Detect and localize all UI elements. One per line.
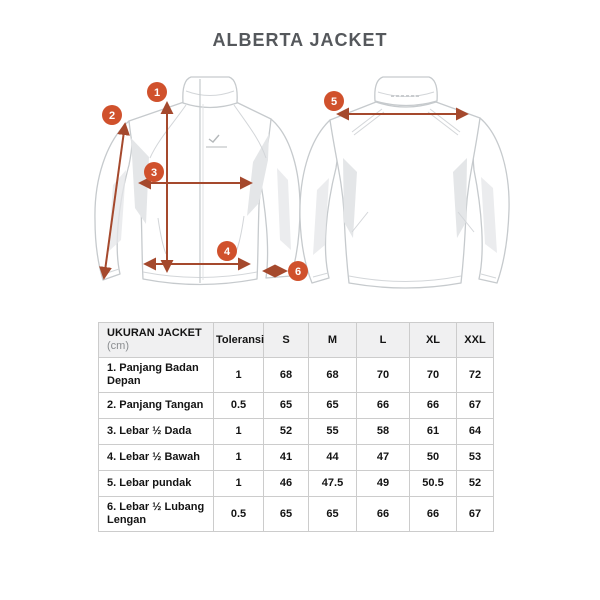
measurement-value: 47	[357, 445, 410, 471]
header-ukuran-jacket	[99, 323, 214, 358]
header-unit: (cm)	[107, 340, 129, 352]
header-size-m: M	[309, 323, 357, 358]
measurement-value: 0.5	[214, 497, 264, 532]
measurement-value: 65	[309, 497, 357, 532]
size-table	[98, 322, 494, 532]
measurement-value: 70	[357, 358, 410, 393]
measurement-value: 66	[357, 393, 410, 419]
badge-number: 5	[330, 96, 338, 108]
header-size-s: S	[264, 323, 309, 358]
measurement-value: 50	[410, 445, 457, 471]
measurement-value: 55	[309, 419, 357, 445]
measure-badge-4	[217, 241, 237, 261]
measurement-label: 3. Lebar ½ Dada	[99, 419, 214, 445]
measurement-value: 66	[410, 497, 457, 532]
measurement-value: 46	[264, 471, 309, 497]
measurement-value: 1	[214, 419, 264, 445]
measurement-value: 44	[309, 445, 357, 471]
measurement-value: 65	[264, 497, 309, 532]
table-row	[99, 445, 494, 471]
header-size-toleransi: Toleransi	[214, 323, 264, 358]
measurement-value: 1	[214, 358, 264, 393]
table-row	[99, 419, 494, 445]
measurement-value: 50.5	[410, 471, 457, 497]
measurement-label: 5. Lebar pundak	[99, 471, 214, 497]
measurement-value: 1	[214, 471, 264, 497]
measurement-value: 52	[457, 471, 494, 497]
measurement-value: 72	[457, 358, 494, 393]
measure-badge-3	[144, 162, 164, 182]
measurement-label: 6. Lebar ½ Lubang Lengan	[99, 497, 214, 532]
page-title: ALBERTA JACKET	[212, 30, 388, 50]
measurement-value: 41	[264, 445, 309, 471]
measurement-value: 66	[410, 393, 457, 419]
jacket-front-illustration	[95, 77, 300, 285]
measure-badge-6	[288, 261, 308, 281]
measurement-value: 65	[309, 393, 357, 419]
measurement-label: 4. Lebar ½ Bawah	[99, 445, 214, 471]
measurement-value: 68	[264, 358, 309, 393]
measurement-label: 1. Panjang Badan Depan	[99, 358, 214, 393]
measurement-value: 65	[264, 393, 309, 419]
measurement-value: 70	[410, 358, 457, 393]
measure-badge-5	[324, 91, 344, 111]
header-size-xxl: XXL	[457, 323, 494, 358]
measurement-value: 68	[309, 358, 357, 393]
header-size-l: L	[357, 323, 410, 358]
measurement-value: 0.5	[214, 393, 264, 419]
measurement-value: 1	[214, 445, 264, 471]
measurement-value: 64	[457, 419, 494, 445]
badge-number: 4	[223, 246, 231, 258]
measurement-value: 61	[410, 419, 457, 445]
measurement-value: 47.5	[309, 471, 357, 497]
badge-number: 3	[150, 167, 158, 179]
measurement-value: 58	[357, 419, 410, 445]
measurement-value: 67	[457, 497, 494, 532]
measurement-value: 66	[357, 497, 410, 532]
table-row	[99, 471, 494, 497]
header-label: UKURAN JACKET	[107, 327, 202, 339]
measurement-value: 52	[264, 419, 309, 445]
table-row	[99, 497, 494, 532]
measurement-label: 2. Panjang Tangan	[99, 393, 214, 419]
measure-badge-2	[102, 105, 122, 125]
table-header-row	[99, 323, 494, 358]
measurement-value: 53	[457, 445, 494, 471]
table-row	[99, 393, 494, 419]
measure-badge-1	[147, 82, 167, 102]
badge-number: 1	[153, 87, 161, 99]
badge-number: 6	[294, 266, 302, 278]
badge-number: 2	[108, 110, 116, 122]
measurement-value: 49	[357, 471, 410, 497]
table-row	[99, 358, 494, 393]
measurement-value: 67	[457, 393, 494, 419]
header-size-xl: XL	[410, 323, 457, 358]
